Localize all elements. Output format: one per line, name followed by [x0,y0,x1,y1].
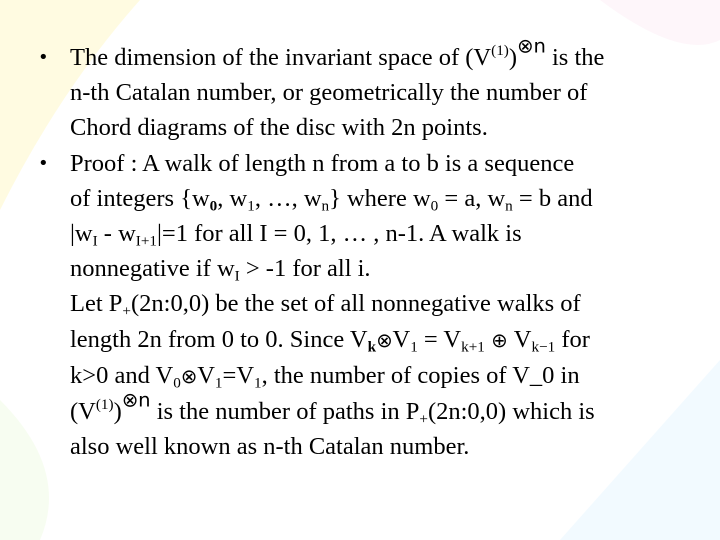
bullet-line: Chord diagrams of the disc with 2n points. [70,114,488,142]
bullet-marker: • [38,47,49,68]
bullet-marker: • [38,152,49,174]
bullet-line: nonnegative if $w_I > -1$ for all i. [70,255,371,285]
bullet-line: The dimension of the invariant space of $(V^{(1)})^{\otimes n}$ is the [70,34,605,71]
bullet-line: Let $P_+(2n:0,0)$ be the set of all nonnegative walks of [70,290,581,320]
bullet-line: $(V^{(1)})^{\otimes n}$ is the number of paths in $P_+(2n:0,0)$ which is [70,388,595,428]
bullet-dimension [38,34,688,146]
slide-body [38,34,688,464]
bullet-line: length 2n from 0 to 0. Since $V_k\otimes V_1 = V_{k+1}$ ⊕ $V_{k-1}$ for [70,325,590,355]
bullet-line: $|w_I - w_{I+1}|=1$ for all I = 0, 1, … , n-1. A walk is [70,220,522,250]
bullet-line: k>0 and $V_0\otimes V_1=V_1$, the number of copies of V_0 in [70,361,580,392]
bullet-proof [38,146,688,465]
bullet-line: also well known as n-th Catalan number. [70,433,470,461]
bullet-line: of integers {$w_0$, $w_1$, …, $w_n$} where $w_0 = a$, $w_n = b$ and [70,184,593,215]
bullet-line: Proof : A walk of length n from a to b is a sequence [70,149,575,177]
bullet-line: n-th Catalan number, or geometrically the number of [70,79,588,107]
